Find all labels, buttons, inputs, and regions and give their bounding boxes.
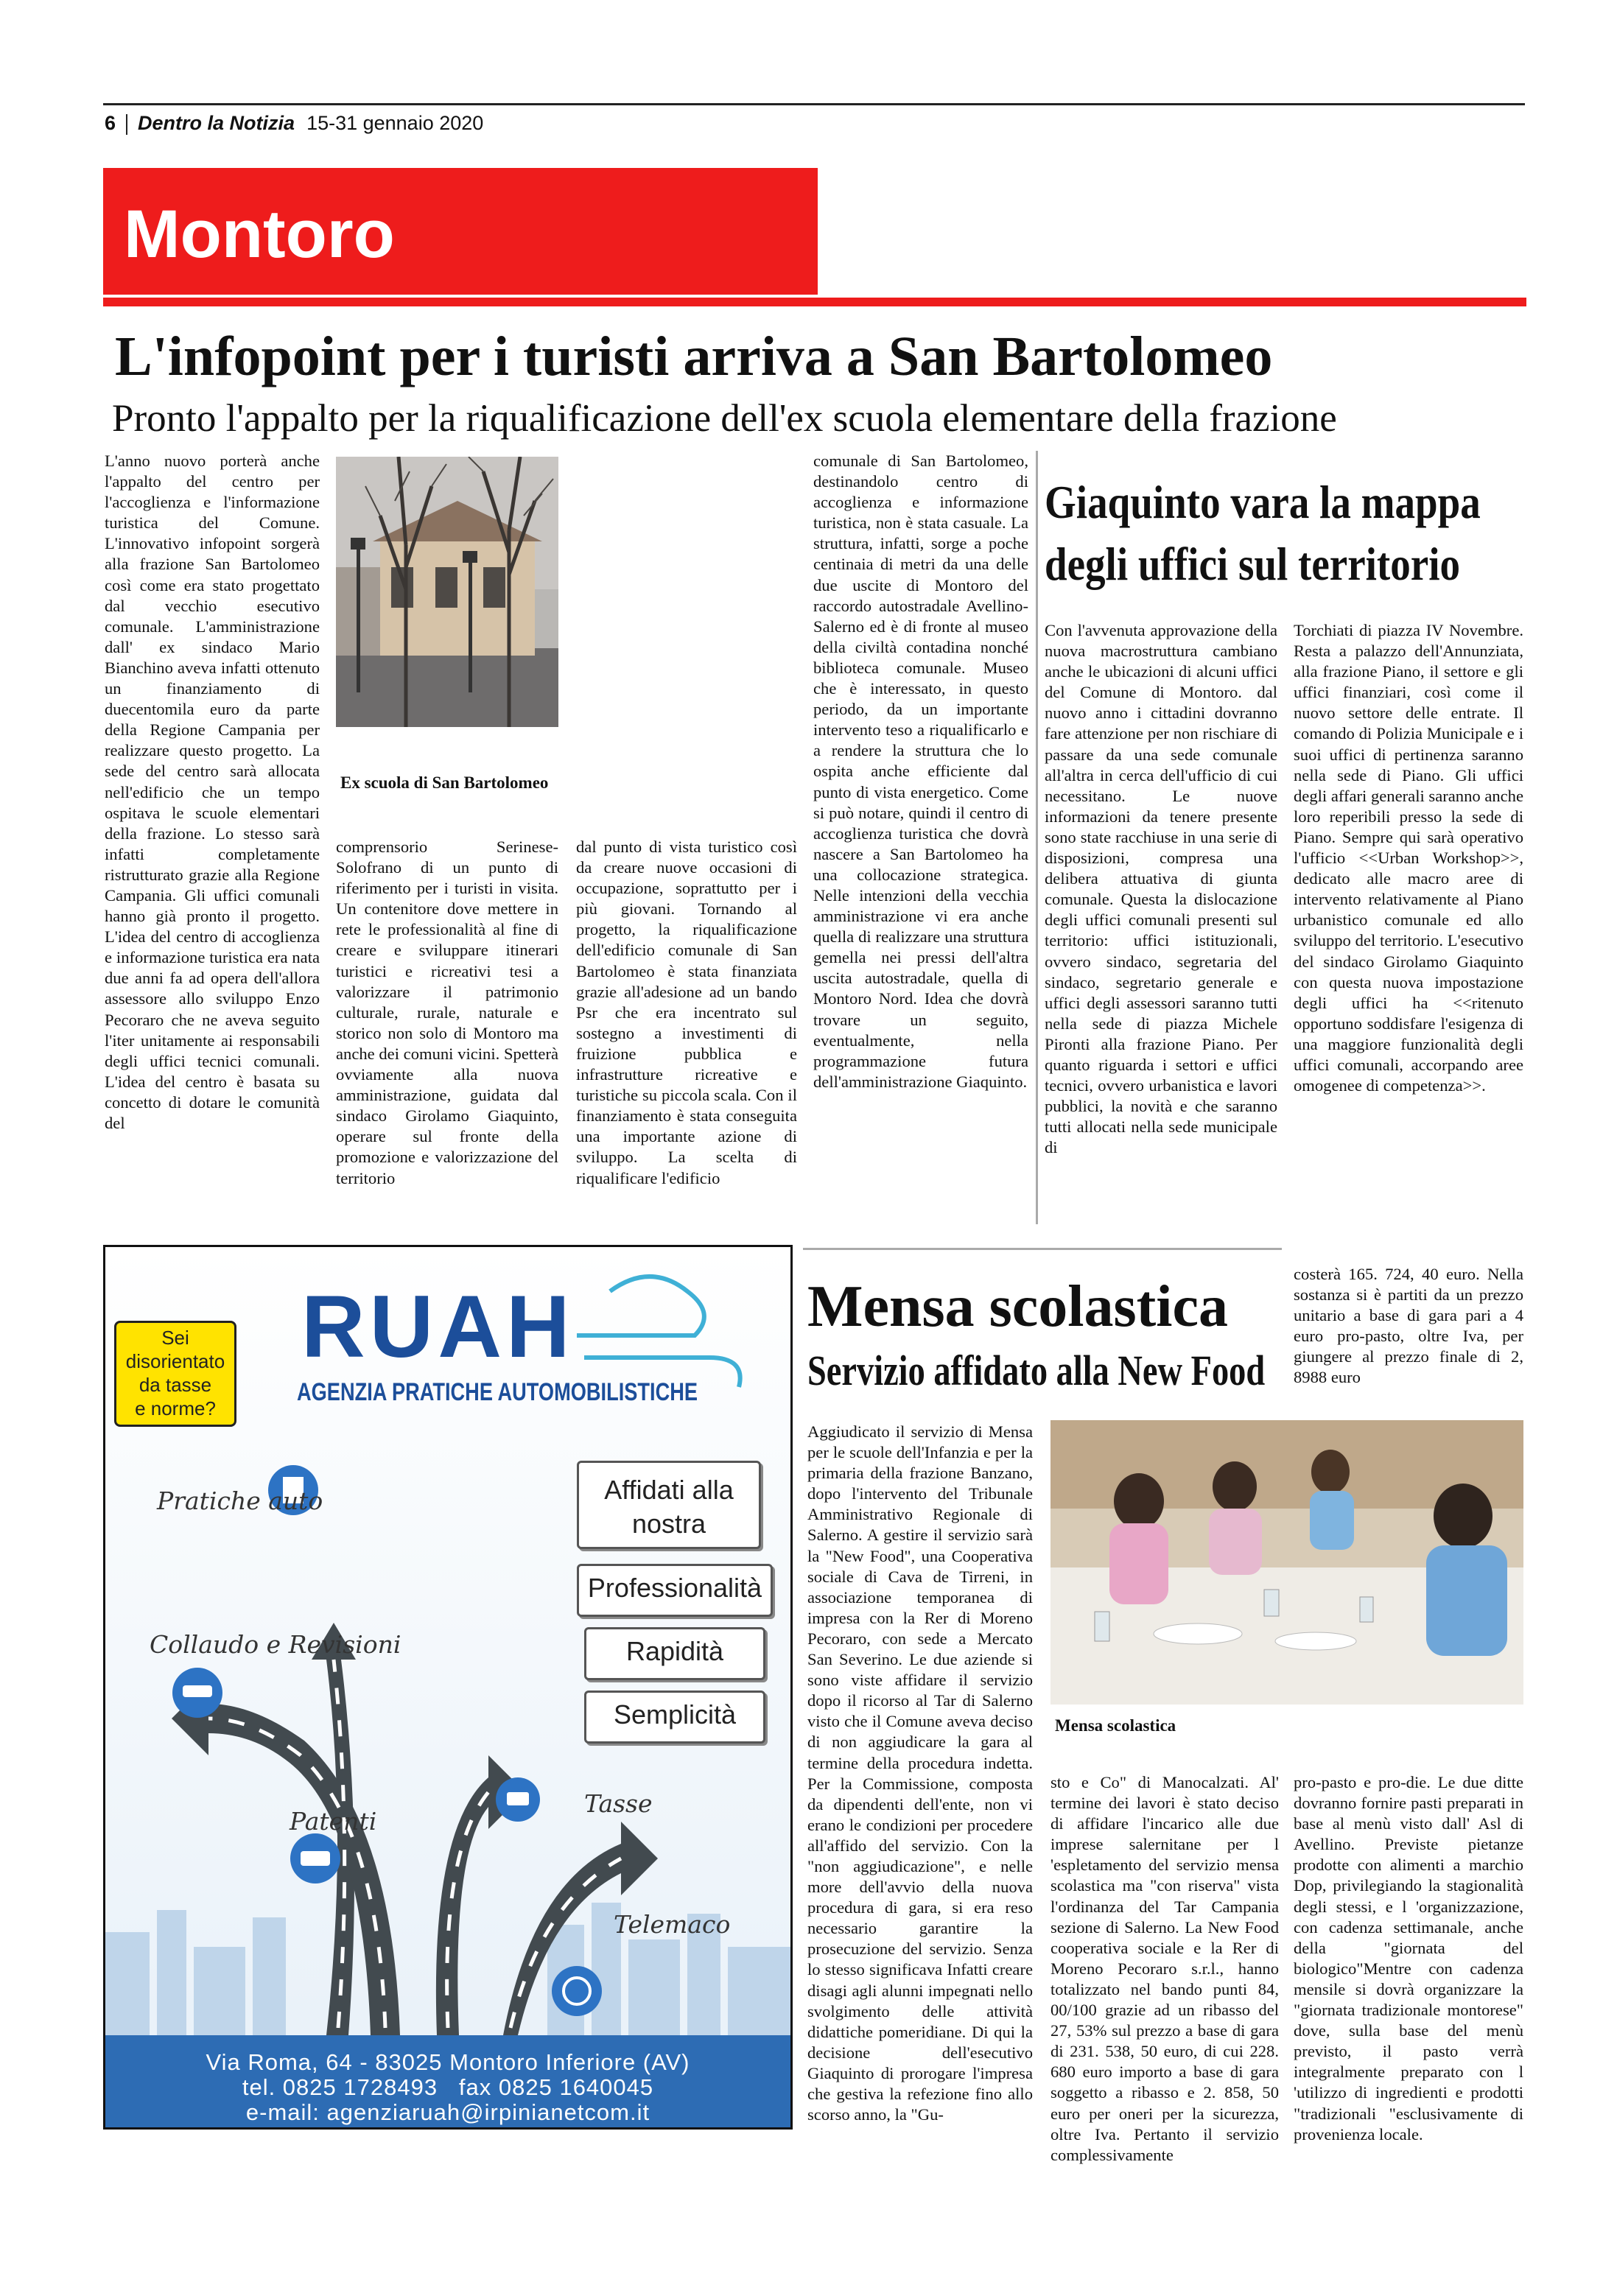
- article-text: sto e Co" di Manocalzati. Al' termine dei lavori è stato deciso di affidare l'incarico alle due imprese salernitane per l 'espletamento del servizio mensa scolastica ma "con riserva" vista l'ordinanza del Tar Campania sezione di Salerno. La New Food cooperativa sociale e la Rer di Moreno Pecoraro s.r.l., hanno totalizzato nel bando punti 84, 00/100 grazie ad un ribasso del 27, 53% sul prezzo a base di gara di 231. 538, 50 euro, di cui 228. 680 euro importo a base di gara soggetto a ribasso e 2. 858, 50 euro per oneri per la sicurezza, oltre Iva. Pertanto il servizio complessivamente: [1050, 1773, 1279, 2164]
- label-pratiche-auto: Pratiche auto: [157, 1486, 323, 1515]
- sign-rapidita: Rapidità: [584, 1627, 765, 1680]
- publication-name: Dentro la Notizia: [138, 112, 295, 134]
- article-text: Aggiudicato il servizio di Mensa per le scuole dell'Infanzia e per la primaria della frazione Banzano, dopo l'intervento del Tribunale Amministrativo Regionale di Salerno. A gestire il servizio sarà la "New Food", una Cooperativa sociale di Cava de Tirreni, in associazione temporanea di impresa con la Rer di Moreno Pecoraro, con sede a Mercato San Severino. Le due aziende si sono viste affidare il servizio dopo il ricorso al Tar di Salerno visto che il Comune aveva deciso di non aggiudicare la gara al termine della procedura indetta. Per la Commissione, composta da dipendenti dell'ente, non vi erano le condizioni per procedere all'affido del servizio. Con la "non aggiudicazione", e nelle more dell'avvio della nuova procedura di gara, si era reso necessario garantire la prosecuzione del servizio. Senza lo stesso significava Infatti creare disagi agli alunni impegnati nello svolgimento delle attività didattiche pomeridiane. Di qui la decisione dell'esecutivo Giaquinto di prorogare l'impresa che gestiva la refezione fino allo scorso anno, la "Gu-: [807, 1422, 1033, 2124]
- school-photo-caption: Ex scuola di San Bartolomeo: [340, 773, 549, 792]
- section-title: Montoro: [124, 197, 395, 272]
- article-text: L'anno nuovo porterà anche l'appalto del centro per l'accoglienza e l'informazione turistica del Comune. L'innovativo infopoint sorgerà alla frazione San Bartolomeo così come era stato progettato dal vecchio esecutivo comunale. L'amministrazione dall' ex sindaco Mario Bianchino aveva infatti ottenuto un finanziamento di duecentomila euro da parte della Regione Campania per realizzare questo progetto. La sede del centro sarà allocata nell'edificio che un tempo ospitava le scuole elementari della frazione. Lo stesso sarà infatti completamente ristrutturato grazie alla Regione Campania. Gli uffici comunali hanno già pronto il progetto. L'idea del centro di accoglienza e informazione turistica era nata due anni fa ad opera dell'allora assessore allo sviluppo Enzo Pecoraro che ne aveva seguito l'iter unitamente ai responsabili degli uffici tecnici comunali. L'idea del centro è basata su concetto di dotare le comunità del: [105, 452, 320, 1132]
- ruah-tagline: AGENZIA PRATICHE AUTOMOBILISTICHE: [297, 1378, 698, 1406]
- mensa-article-col1: [807, 1422, 1033, 2125]
- school-photo: [336, 457, 558, 727]
- uffici-headline-line1: Giaquinto vara la mappa: [1045, 476, 1481, 528]
- ad-contacts: [105, 2050, 790, 2125]
- uffici-article-col1: [1045, 620, 1277, 1158]
- sign-professionalita: Professionalità: [577, 1564, 773, 1617]
- page-number: 6: [105, 112, 116, 134]
- mensa-headline: Mensa scolastica: [807, 1274, 1229, 1339]
- ad-phones: tel. 0825 1728493 fax 0825 1640045: [242, 2074, 654, 2100]
- section-rule: [103, 298, 1526, 306]
- main-article-col2: [336, 837, 558, 1189]
- canteen-photo-caption: Mensa scolastica: [1055, 1716, 1176, 1735]
- column-rule: [1036, 451, 1038, 1224]
- mensa-article-col3: [1294, 1772, 1523, 2145]
- article-text: Torchiati di piazza IV Novembre. Resta a palazzo dell'Annunziata, alla frazione Piano, il settore e gli uffici finanziari, così come il nuovo settore delle entrate. Il comando di Polizia Municipale e i suoi uffici di pertinenza saranno nella sede di Piano. Gli uffici degli affari generali saranno anche loro reperibili presso la sede di Piano. Sempre qui sarà operativo l'ufficio <<Urban Workshop>>, dedicato alle macro aree di intervento relativamente al Piano urbanistico comunale ed allo sviluppo del territorio. L'esecutivo del sindaco Girolamo Giaquinto con questa nuova impostazione degli uffici ha <<ritenuto opportuno soddisfare l'esigenza di una maggiore funzionalità degli uffici comunali, accorpando aree omogenee di competenza>>.: [1294, 621, 1523, 1095]
- uffici-article-col2: [1294, 620, 1523, 1096]
- ruah-logo: RUAH: [301, 1277, 575, 1376]
- main-subheadline: Pronto l'appalto per la riqualificazione dell'ex scuola elementare della frazione: [112, 397, 1337, 440]
- bubble-line: Sei: [161, 1327, 189, 1349]
- uffici-headline-line2: degli uffici sul territorio: [1045, 538, 1461, 590]
- label-tasse: Tasse: [584, 1789, 653, 1818]
- article-text: comprensorio Serinese-Solofrano di un punto di riferimento per i turisti in visita. Un contenitore dove mettere in rete le professionalità al fine di creare e sviluppare itinerari turistici e ricreativi tesi a valorizzare il patrimonio culturale, rurale, naturale e storico non solo di Montoro ma anche dei comuni vicini. Spetterà ovviamente alla nuova amministrazione, guidata dal sindaco Girolamo Giaquinto, operare sul fronte della promozione e valorizzazione del territorio: [336, 838, 558, 1187]
- article-text: Con l'avvenuta approvazione della nuova macrostruttura cambiano anche le ubicazioni di alcuni uffici del Comune di Montoro. dal nuovo anno i cittadini dovranno fare attenzione per non rischiare di passare da una sede comunale all'altra in cerca dell'ufficio di cui necessitano. Le nuove informazioni da tenere presente sono state racchiuse in una serie di disposizioni, compresa una delibera attuativa di giunta comunale. Questa la dislocazione degli uffici comunali presenti sul territorio: uffici istituzionali, ovvero sindaco, segretaria del sindaco, segretario generale e uffici degli assessori saranno tutti nella sede di piazza Michele Pironti alla frazione Piano. Per quanto riguarda i settori e uffici tecnici, ovvero urbanistica e lavori pubblici, la novità e che saranno tutti allocati nella sede municipale di: [1045, 621, 1277, 1157]
- top-rule: [103, 103, 1525, 105]
- sign-semplicita: Semplicità: [584, 1691, 765, 1744]
- main-article-col1: [105, 451, 320, 1134]
- article-text: dal punto di vista turistico così da creare nuove occasioni di occupazione, soprattutto per i più giovani. Tornando al progetto, la riqualificazione dell'edificio comunale di San Bartolomeo è stata finanziata grazie all'adesione ad un bando Psr che era incentrato sul sostegno a investimenti di fruizione pubblica e infrastrutture ricreative e turistiche su piccola scala. Con il finanziamento è stata conseguita una importante azione di sviluppo. La scelta di riqualificare l'edificio: [576, 838, 797, 1187]
- speech-bubble: [114, 1321, 236, 1427]
- label-telemaco: Telemaco: [614, 1910, 731, 1939]
- issue-date: 15-31 gennaio 2020: [306, 112, 484, 134]
- page-header: [105, 112, 483, 135]
- bubble-line: e norme?: [135, 1397, 216, 1419]
- label-patenti: Patenti: [290, 1807, 377, 1836]
- bubble-line: da tasse: [138, 1374, 212, 1396]
- mensa-top-right-text: [1294, 1264, 1523, 1389]
- label-collaudo: Collaudo e Revisioni: [150, 1630, 401, 1659]
- mensa-top-rule: [803, 1248, 1282, 1250]
- canteen-photo: [1050, 1420, 1523, 1705]
- article-text: pro-pasto e pro-die. Le due ditte dovranno fornire pasti preparati in base al menù visto dall' Asl di Avellino. Previste pietanze prodotte con alimenti a marchio Dop, privilegiando la stagionalità degli stessi, e l 'organizzazione, con cadenza settimanale, anche della "giornata del biologico"Mentre con cadenza mensile si dovrà organizzare la "giornata tradizionale montorese" dove, sulla base del menù previsto, il pasto verrà integralmente preparato con l 'utilizzo di ingredienti e prodotti "tradizionali "esclusivamente di provenienza locale.: [1294, 1773, 1523, 2144]
- ruah-advertisement: [103, 1245, 793, 2130]
- ad-email: e-mail: agenziaruah@irpinianetcom.it: [245, 2099, 650, 2125]
- main-article-col3: [576, 837, 797, 1189]
- mensa-subheadline: Servizio affidato alla New Food: [807, 1347, 1266, 1394]
- article-text: comunale di San Bartolomeo, destinandolo centro di accoglienza e informazione turistica, non è stata casuale. La struttura, infatti, sorge a poche centinaia di metri da una delle due uscite di Montoro del raccordo autostradale Avellino-Salerno ed è di fronte al museo della civiltà contadina nonché biblioteca comunale. Museo che è interessato, in questo periodo, da un importante intervento teso a riqualificarlo e a rendere la struttura che lo ospita anche efficiente dal punto di vista energetico. Come si può notare, quindi il centro di accoglienza turistica che dovrà nascere a San Bartolomeo ha una collocazione strategica. Nelle intenzioni della vecchia amministrazione vi era anche quella di realizzare una struttura gemella nei pressi dell'altra uscita autostradale, quella di Montoro Nord. Idea che dovrà trovare un seguito, eventualmente, nella programmazione futura dell'amministrazione Giaquinto.: [813, 452, 1028, 1091]
- article-text: costerà 165. 724, 40 euro. Nella sostanza si è partiti da un prezzo unitario a base di gara pari a 4 euro pro-pasto, oltre Iva, per giungere al prezzo finale di 2, 8988 euro: [1294, 1265, 1523, 1387]
- main-article-col4: [813, 451, 1028, 1092]
- bubble-line: disorientato: [125, 1350, 225, 1372]
- header-divider: [126, 114, 127, 135]
- mensa-article-col2: [1050, 1772, 1279, 2166]
- main-headline: L'infopoint per i turisti arriva a San Bartolomeo: [115, 326, 1273, 387]
- sign-affidati: Affidati alla nostra: [577, 1461, 761, 1549]
- ad-address: Via Roma, 64 - 83025 Montoro Inferiore (AV): [206, 2049, 690, 2075]
